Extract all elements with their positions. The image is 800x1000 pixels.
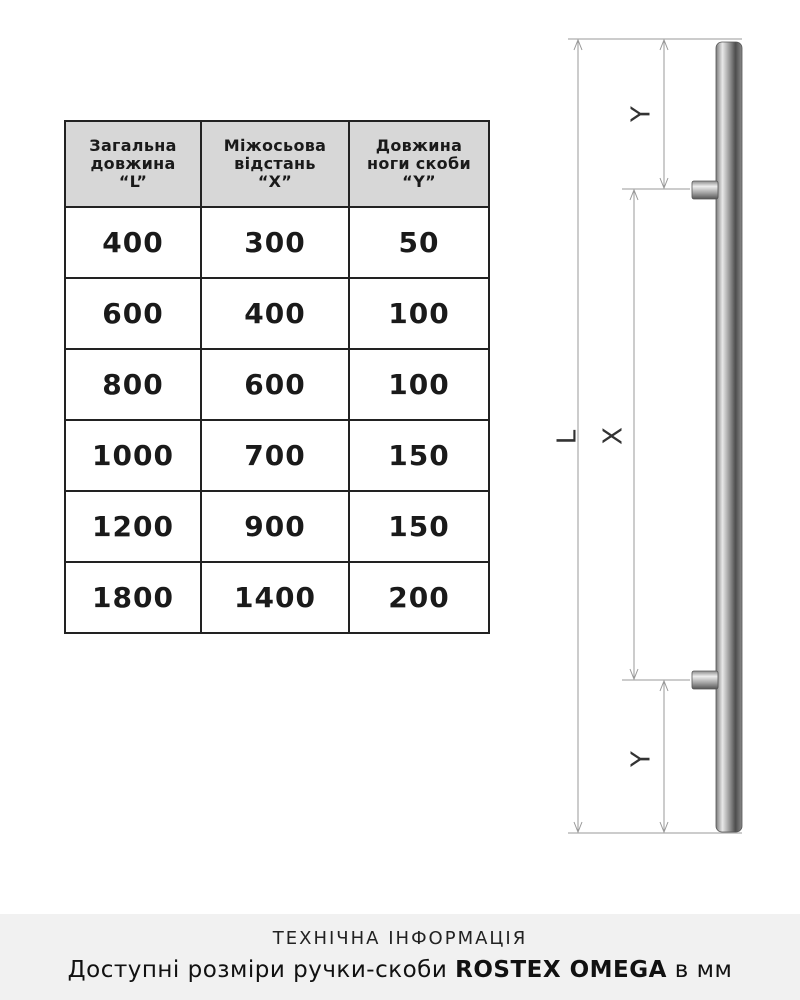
table-body	[65, 207, 489, 633]
dimension-y-bottom	[660, 681, 668, 832]
table-cell: 100	[349, 278, 489, 349]
table-cell: 400	[201, 278, 349, 349]
table-cell: 900	[201, 491, 349, 562]
table-row	[65, 207, 489, 278]
dimension-y-top	[660, 40, 668, 188]
label-x: X	[598, 427, 629, 445]
table-cell: 400	[65, 207, 201, 278]
table-row	[65, 562, 489, 633]
header-center-distance: Міжосьова відстань “X”	[201, 121, 349, 207]
table-cell: 600	[65, 278, 201, 349]
header-leg-length: Довжина ноги скоби “Y”	[349, 121, 489, 207]
label-l: L	[552, 429, 583, 445]
footer	[0, 914, 800, 1000]
sizes-table	[64, 120, 490, 634]
table-cell: 100	[349, 349, 489, 420]
footer-subtitle-prefix: Доступні розміри ручки-скоби	[67, 957, 456, 983]
table-row	[65, 349, 489, 420]
table-row	[65, 491, 489, 562]
footer-subtitle-suffix: в мм	[666, 957, 733, 983]
handle-drawing	[550, 30, 780, 850]
label-y-top: Y	[626, 106, 657, 122]
table-header-row	[65, 121, 489, 207]
table-cell: 300	[201, 207, 349, 278]
footer-brand: ROSTEX OMEGA	[455, 957, 667, 983]
table-cell: 150	[349, 491, 489, 562]
table-row	[65, 420, 489, 491]
table-cell: 1200	[65, 491, 201, 562]
table-cell: 150	[349, 420, 489, 491]
table-cell: 200	[349, 562, 489, 633]
label-y-bottom: Y	[626, 751, 657, 767]
table-cell: 600	[201, 349, 349, 420]
table-cell: 800	[65, 349, 201, 420]
table-cell: 1000	[65, 420, 201, 491]
footer-subtitle	[0, 957, 800, 983]
table-cell: 700	[201, 420, 349, 491]
table-cell: 1400	[201, 562, 349, 633]
table-row	[65, 278, 489, 349]
header-total-length: Загальна довжина “L”	[65, 121, 201, 207]
footer-title: ТЕХНІЧНА ІНФОРМАЦІЯ	[272, 928, 528, 949]
handle-leg-bottom	[692, 671, 718, 689]
table-cell: 1800	[65, 562, 201, 633]
dimension-x	[630, 190, 638, 679]
handle-leg-top	[692, 181, 718, 199]
table-cell: 50	[349, 207, 489, 278]
handle-bar	[716, 42, 742, 832]
